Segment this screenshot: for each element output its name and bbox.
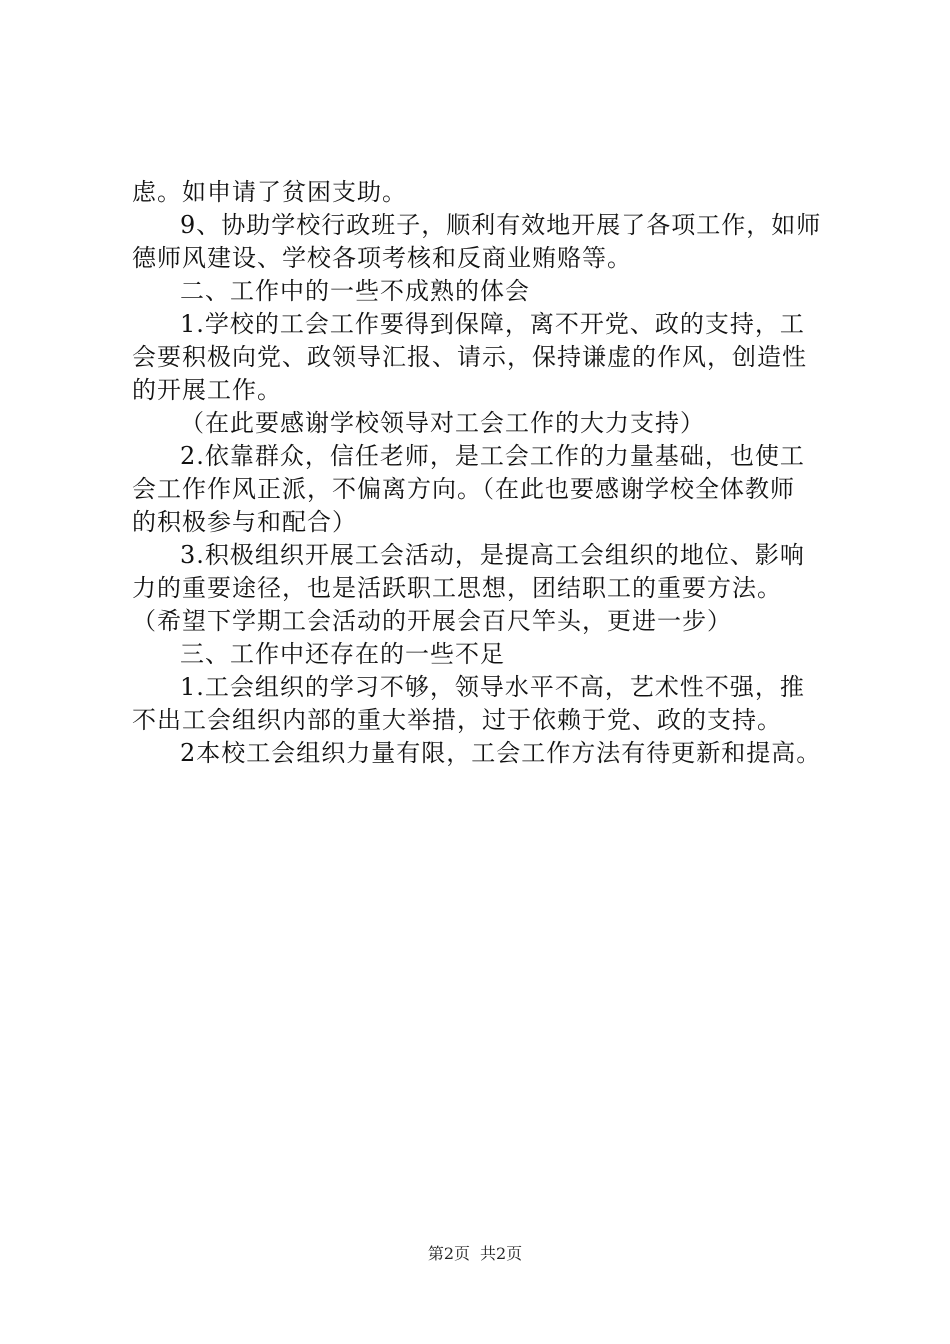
document-body	[132, 176, 832, 770]
page-footer	[0, 1243, 950, 1265]
paragraph-line: （在此要感谢学校领导对工会工作的大力支持）	[180, 409, 705, 437]
paragraph-line: 的开展工作。	[132, 376, 282, 404]
paragraph-line: 德师风建设、学校各项考核和反商业贿赂等。	[132, 244, 632, 272]
section-heading: 二、工作中的一些不成熟的体会	[180, 277, 530, 305]
paragraph-line: 会工作作风正派，不偏离方向。（在此也要感谢学校全体教师	[132, 475, 795, 503]
page-total: 共2页	[480, 1244, 523, 1263]
paragraph-line: 3.积极组织开展工会活动，是提高工会组织的地位、影响	[180, 541, 805, 569]
paragraph-line: 虑。如申请了贫困支助。	[132, 178, 407, 206]
paragraph-line: 的积极参与和配合）	[132, 508, 357, 536]
paragraph-line: 1.学校的工会工作要得到保障，离不开党、政的支持，工	[180, 310, 805, 338]
paragraph-line: 会要积极向党、政领导汇报、请示，保持谦虚的作风，创造性	[132, 343, 807, 371]
paragraph-line: 不出工会组织内部的重大举措，过于依赖于党、政的支持。	[132, 706, 782, 734]
paragraph-line: 力的重要途径，也是活跃职工思想，团结职工的重要方法。	[132, 574, 782, 602]
section-heading: 三、工作中还存在的一些不足	[180, 640, 505, 668]
paragraph-line: 2本校工会组织力量有限，工会工作方法有待更新和提高。	[180, 739, 822, 767]
paragraph-line: 9、协助学校行政班子，顺利有效地开展了各项工作，如师	[180, 211, 822, 239]
paragraph-line: 1.工会组织的学习不够，领导水平不高，艺术性不强，推	[180, 673, 805, 701]
page-number: 第2页	[427, 1244, 470, 1263]
paragraph-line: 2.依靠群众，信任老师，是工会工作的力量基础，也使工	[180, 442, 805, 470]
paragraph-line: （希望下学期工会活动的开展会百尺竿头，更进一步）	[132, 607, 732, 635]
